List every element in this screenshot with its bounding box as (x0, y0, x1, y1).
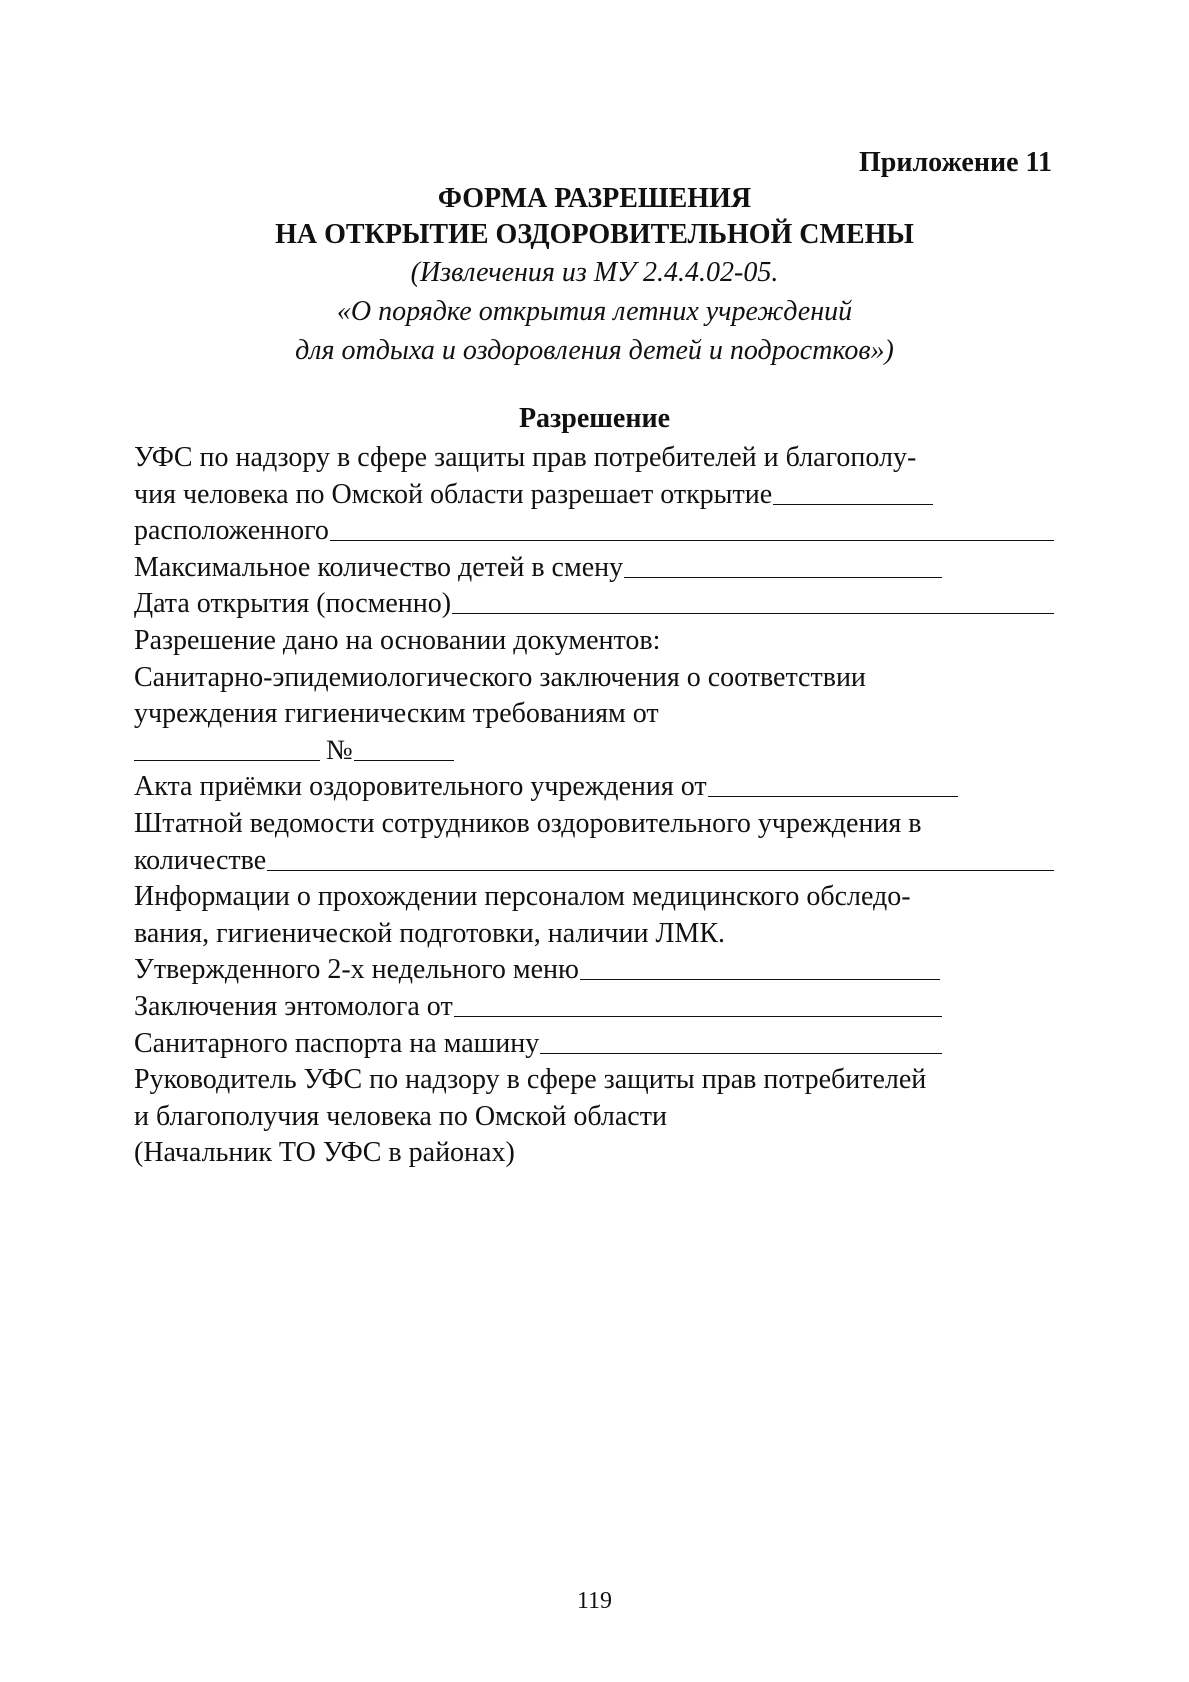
text-line (134, 660, 1054, 697)
text-line (134, 806, 1054, 843)
text-line-content: Разрешение дано на основании документов: (134, 624, 661, 656)
text-line (134, 550, 1054, 587)
appendix-label: Приложение 11 (858, 147, 1052, 178)
blank-field-staff-count[interactable] (267, 869, 1054, 871)
text-line (134, 1135, 1054, 1172)
number-sign: № (326, 734, 353, 766)
text-line-content: Максимальное количество детей в смену (134, 551, 624, 583)
text-line-content: Санитарно-эпидемиологического заключения о соответствии (134, 661, 866, 693)
blank-field-establishment[interactable] (773, 503, 933, 505)
source-note-line-2: «О порядке открытия летних учреждений (336, 296, 853, 327)
text-line-content: чия человека по Омской области разрешает открытие (134, 478, 773, 510)
text-line-content: Утвержденного 2-х недельного меню (134, 954, 579, 986)
blank-field-conclusion-number[interactable] (354, 759, 454, 761)
blank-field-max-children[interactable] (624, 576, 942, 578)
source-note-line-1: (Извлечения из МУ 2.4.4.02-05. (410, 257, 779, 288)
permit-title: Разрешение (518, 403, 671, 434)
page-number: 119 (576, 1588, 613, 1614)
text-line-content: Акта приёмки оздоровительного учреждения от (134, 771, 707, 803)
text-line (134, 843, 1054, 880)
text-line (134, 769, 1054, 806)
text-line (134, 1026, 1054, 1063)
text-line-content: Санитарного паспорта на машину (134, 1027, 540, 1059)
text-line-content: Заключения энтомолога от (134, 990, 453, 1022)
text-line (134, 879, 1054, 916)
blank-field-vehicle-passport[interactable] (540, 1052, 942, 1054)
source-note-line-3: для отдыха и оздоровления детей и подростков») (295, 335, 894, 366)
blank-field-conclusion-date[interactable] (134, 759, 320, 761)
blank-field-opening-date[interactable] (452, 612, 1054, 614)
text-line-content: Информации о прохождении персоналом медицинского обследо- (134, 881, 911, 913)
blank-field-acceptance-date[interactable] (708, 795, 958, 797)
text-line (134, 1099, 1054, 1136)
text-line-content: расположенного (134, 515, 329, 547)
text-line (134, 513, 1054, 550)
text-line-content: Руководитель УФС по надзору в сфере защиты прав потребителей (134, 1064, 927, 1096)
text-line-content: и благополучия человека по Омской области (134, 1100, 667, 1132)
permit-body (134, 440, 1054, 1172)
text-line (134, 989, 1054, 1026)
text-line (134, 440, 1054, 477)
blank-field-location[interactable] (330, 539, 1054, 541)
text-line (134, 952, 1054, 989)
text-line-content: Дата открытия (посменно) (134, 588, 452, 620)
text-line (134, 696, 1054, 733)
text-line (134, 733, 1054, 770)
text-line (134, 477, 1054, 514)
text-line-content: УФС по надзору в сфере защиты прав потребителей и благополу- (134, 442, 917, 473)
blank-field-menu[interactable] (580, 978, 940, 980)
text-line (134, 623, 1054, 660)
text-line-content: вания, гигиенической подготовки, наличии ЛМК. (134, 917, 726, 949)
text-line (134, 916, 1054, 953)
text-line (134, 1062, 1054, 1099)
form-heading-line-1: ФОРМА РАЗРЕШЕНИЯ (437, 183, 752, 214)
text-line-content: (Начальник ТО УФС в районах) (134, 1137, 515, 1169)
blank-field-entomologist[interactable] (454, 1015, 942, 1017)
text-line-content: Штатной ведомости сотрудников оздоровительного учреждения в (134, 807, 922, 839)
text-line-content: количестве (134, 844, 267, 876)
form-heading-line-2: НА ОТКРЫТИЕ ОЗДОРОВИТЕЛЬНОЙ СМЕНЫ (275, 219, 914, 250)
text-line (134, 586, 1054, 623)
text-line-content: учреждения гигиеническим требованиям от (134, 698, 659, 730)
